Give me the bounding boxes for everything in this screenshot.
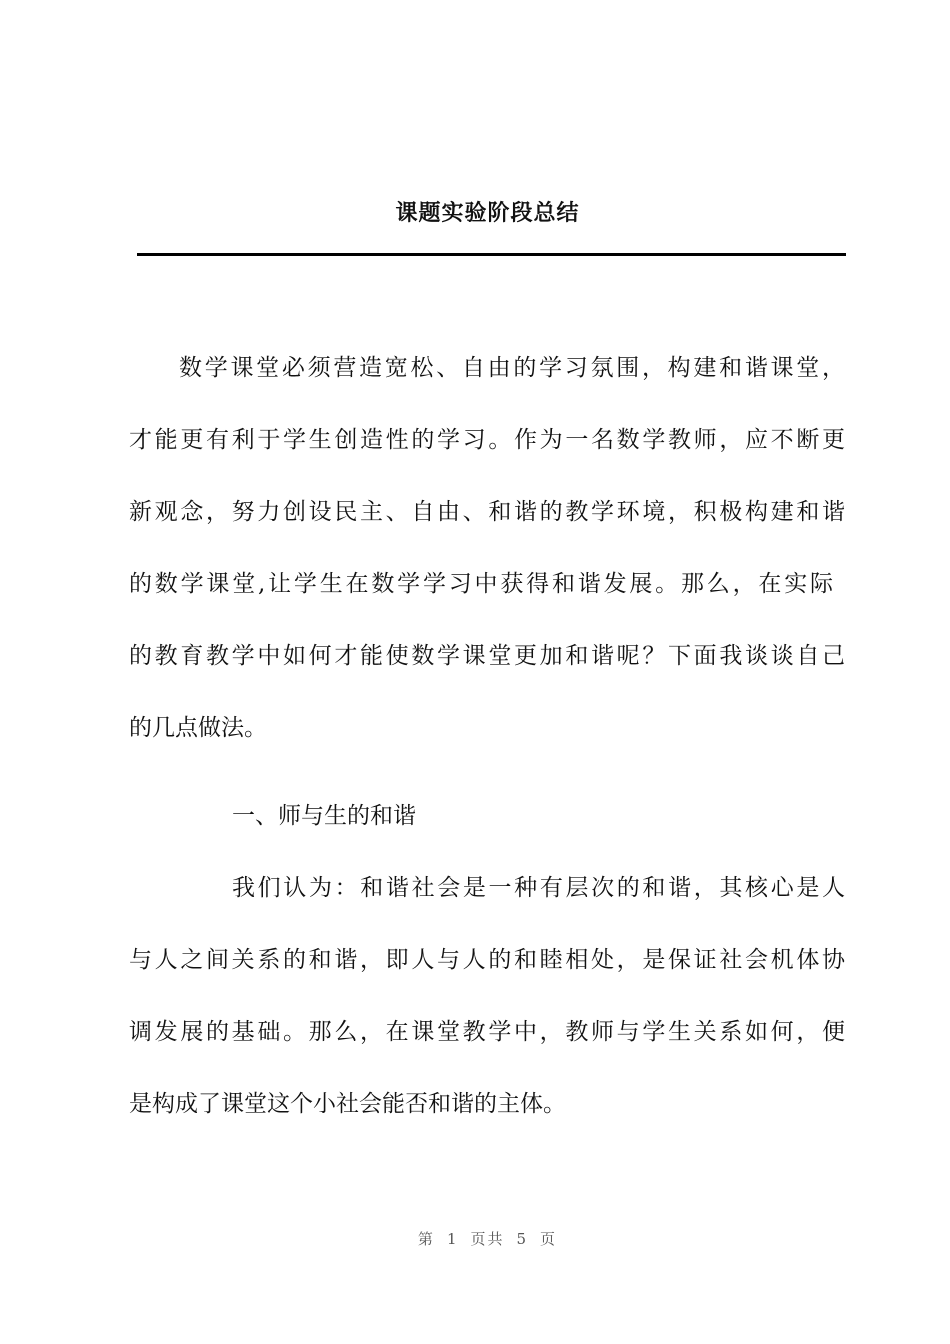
page-footer bbox=[0, 1228, 950, 1249]
paragraph-line: 我们认为：和谐社会是一种有层次的和谐，其核心是人 bbox=[232, 875, 845, 901]
footer-suffix: 页 bbox=[540, 1230, 558, 1248]
paragraph-line: 的数学课堂,让学生在数学学习中获得和谐发展。那么，在实际 bbox=[129, 571, 833, 597]
paragraph-line: 与人之间关系的和谐，即人与人的和睦相处，是保证社会机体协 bbox=[129, 947, 845, 973]
section-heading: 一、师与生的和谐 bbox=[232, 803, 416, 829]
paragraph-line: 是构成了课堂这个小社会能否和谐的主体。 bbox=[129, 1091, 566, 1117]
paragraph-line: 数学课堂必须营造宽松、自由的学习氛围，构建和谐课堂， bbox=[179, 355, 845, 381]
paragraph-line: 的教育教学中如何才能使数学课堂更加和谐呢？下面我谈谈自己 bbox=[129, 643, 845, 669]
footer-prefix: 第 bbox=[417, 1230, 435, 1248]
document-title: 课题实验阶段总结 bbox=[395, 201, 580, 226]
current-page-number: 1 bbox=[446, 1230, 459, 1248]
title-underline bbox=[137, 253, 846, 256]
footer-mid: 页共 bbox=[470, 1230, 505, 1248]
total-pages: 5 bbox=[516, 1230, 529, 1248]
paragraph-line: 调发展的基础。那么，在课堂教学中，教师与学生关系如何，便 bbox=[129, 1019, 845, 1045]
paragraph-line: 新观念，努力创设民主、自由、和谐的教学环境，积极构建和谐 bbox=[129, 499, 845, 525]
paragraph-line: 的几点做法。 bbox=[129, 715, 267, 741]
paragraph-line: 才能更有利于学生创造性的学习。作为一名数学教师，应不断更 bbox=[129, 427, 845, 453]
